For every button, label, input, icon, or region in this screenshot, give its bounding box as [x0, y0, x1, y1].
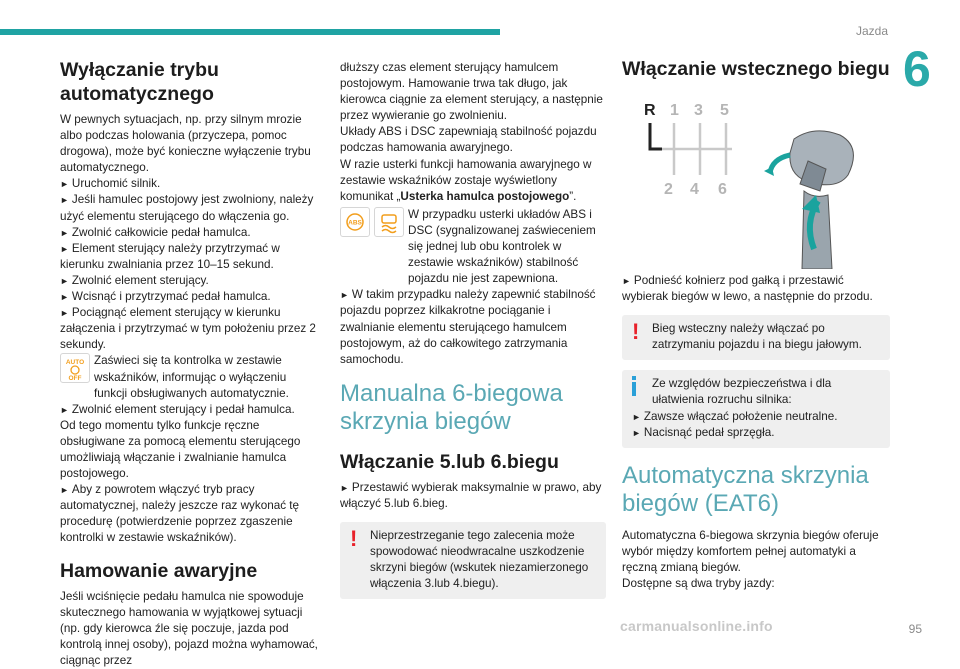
header-accent-bar — [0, 29, 500, 35]
paragraph-auto-desc: Automatyczna 6-biegowa skrzynia biegów oferuje wybór między komfortem pełnej automatyki a ręczną zmianą biegów. — [622, 528, 879, 574]
warning-note — [622, 315, 890, 360]
heading-reverse-gear: Włączanie wstecznego biegu — [622, 58, 890, 80]
step: ► W takim przypadku należy zapewnić stabilność pojazdu poprzez kilkakrotne pociąganie i zwalnianie elementu sterującego hamulcem postojowym, aż do całkowitego zatrzymania samochodu. — [340, 288, 596, 366]
paragraph-modes: Dostępne są dwa tryby jazdy: — [622, 577, 775, 591]
warning-note — [340, 522, 606, 599]
step: ► Pociągnąć element sterujący w kierunku załączenia i przytrzymać w tym położeniu przez 2 sekundy. — [60, 306, 316, 352]
paragraph-continued: dłuższy czas element sterujący hamulcem postojowym. Hamowanie trwa tak długo, jak kierowca ciągnie za element sterujący, a następnie przez wywieranie go zwolnieniu. — [340, 61, 603, 123]
warning-icon: ! — [350, 525, 358, 551]
abs-label: ABS — [348, 219, 362, 227]
off-label: OFF — [68, 375, 82, 382]
info-intro: Ze względów bezpieczeństwa i dla ułatwienia rozruchu silnika: — [652, 377, 832, 407]
info-note — [622, 370, 890, 447]
step: ► Zawsze włączać położenie neutralne. — [632, 409, 838, 423]
abs-warning-icon — [340, 207, 370, 237]
step: ► Element sterujący należy przytrzymać w kierunku zwalniania przez 10–15 sekund. — [60, 241, 280, 271]
auto-label: AUTO — [65, 359, 85, 367]
gear-label-5: 5 — [720, 102, 729, 119]
step: ► Zwolnić całkowicie pedał hamulca. — [60, 225, 251, 239]
info-icon — [632, 376, 636, 396]
abs-fault-text: W przypadku usterki układów ABS i DSC (sygnalizowanej zaświeceniem się jednej lub obu kontrolek w zestawie wskaźników) stabilność pojazdu nie jest zapewniona. — [408, 207, 596, 286]
paragraph-fault: W razie usterki funkcji hamowania awaryjnego w zestawie wskaźników zostaje wyświetlony komunikat „Usterka hamulca postojowego”. — [340, 157, 592, 203]
step: ► Przestawić wybierak maksymalnie w prawo, aby włączyć 5.lub 6.bieg. — [340, 480, 602, 510]
heading-disable-auto: Wyłączanie trybu automatycznego — [60, 59, 219, 105]
step: ► Zwolnić element sterujący i pedał hamulca. — [60, 402, 295, 416]
gear-label-1: 1 — [670, 102, 679, 119]
gear-label-4: 4 — [690, 181, 699, 198]
fault-message: Usterka hamulca postojowego — [400, 189, 570, 203]
heading-emergency-braking: Hamowanie awaryjne — [60, 559, 258, 582]
step: ► Aby z powrotem włączyć tryb pracy automatycznej, należy jeszcze raz wykonać tę procedurę (potwierdzenie poprzez zgaszenie kontrolki w zestawie wskaźników). — [60, 483, 300, 545]
gear-diagram — [622, 91, 890, 269]
heading-5-6-gear: Włączanie 5.lub 6.biegu — [340, 450, 559, 473]
column-1 — [60, 58, 322, 669]
page-number: 95 — [908, 622, 922, 636]
warning-icon: ! — [632, 319, 640, 345]
paragraph-emergency: Jeśli wciśnięcie pedału hamulca nie spowoduje skutecznego hamowania w wyjątkowej sytuacji (np. gdy kierowca źle się poczuje, jazda pod kontrolą innej osoby), pojazd można wyhamować, ciągnąc przez — [60, 589, 318, 667]
indicator-text: Zaświeci się ta kontrolka w zestawie wskaźników, informując o wyłączeniu funkcji obsługiwanych automatycznie. — [94, 354, 289, 400]
step: ► Zwolnić element sterujący. — [60, 273, 209, 287]
paragraph-abs-dsc: Układy ABS i DSC zapewniają stabilność pojazdu podczas hamowania awaryjnego. — [340, 125, 597, 155]
auto-off-indicator-row — [60, 353, 322, 401]
abs-dsc-indicator-row — [340, 207, 606, 287]
gear-label-2: 2 — [664, 181, 673, 198]
watermark: carmanualsonline.info — [620, 618, 773, 634]
chapter-title: Jazda — [855, 24, 888, 38]
paragraph-intro: W pewnych sytuacjach, np. przy silnym mrozie albo podczas holowania (przyczepa, pomoc drogowa), może być konieczne wyłączenie trybu automatycznego. — [60, 113, 311, 175]
gear-shift-illustration — [622, 91, 884, 269]
gear-label-6: 6 — [718, 181, 727, 198]
step: ► Uruchomić silnik. — [60, 177, 161, 191]
gear-knob-icon — [764, 131, 853, 269]
step: ► Wcisnąć i przytrzymać pedał hamulca. — [60, 290, 271, 304]
step: ► Podnieść kołnierz pod gałką i przestawić wybierak biegów w lewo, a następnie do przodu. — [622, 274, 873, 304]
section-manual-gearbox: Manualna 6-biegowa skrzynia biegów — [340, 379, 563, 435]
step: ► Jeśli hamulec postojowy jest zwolniony, należy użyć elementu sterującego do włączenia go. — [60, 193, 314, 223]
auto-off-indicator-icon — [60, 353, 90, 383]
column-2 — [340, 60, 606, 599]
gear-label-r: R — [644, 102, 656, 119]
gear-label-3: 3 — [694, 102, 703, 119]
step: ► Nacisnąć pedał sprzęgła. — [632, 425, 775, 439]
chapter-number: 6 — [903, 41, 931, 97]
dsc-warning-icon — [374, 207, 404, 237]
warning-text: Nieprzestrzeganie tego zalecenia może spowodować nieodwracalne uszkodzenie skrzyni biegów (wskutek niezamierzonego włączenia 3.lub 4.biegu). — [370, 528, 589, 591]
paragraph-manual-only: Od tego momentu tylko funkcje ręczne obsługiwane za pomocą elementu sterującego umożliwiają włączanie i zwalnianie hamulca postojowego. — [60, 418, 301, 481]
section-automatic-gearbox: Automatyczna skrzynia biegów (EAT6) — [622, 461, 869, 517]
column-3 — [622, 57, 890, 592]
warning-text: Bieg wsteczny należy włączać po zatrzymaniu pojazdu i na biegu jałowym. — [652, 322, 862, 352]
